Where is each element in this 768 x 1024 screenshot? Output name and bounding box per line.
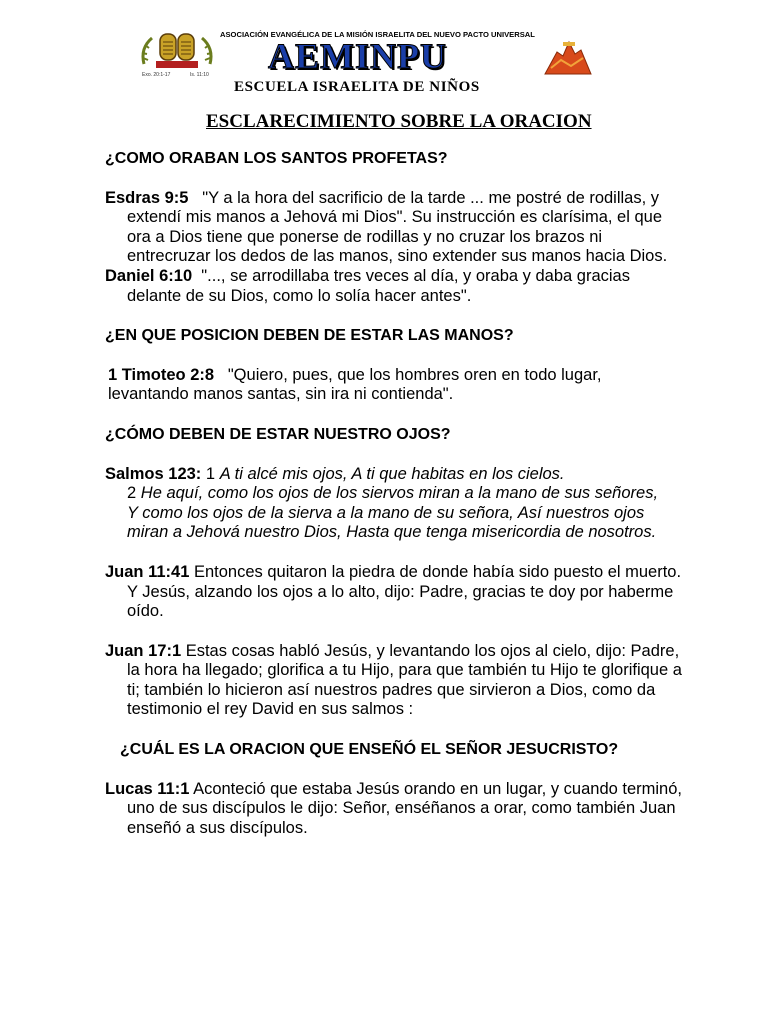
- verse-text: "Quiero, pues, que los hombres oren en todo lugar, levantando manos santas, sin ira ni contienda".: [108, 365, 602, 404]
- verse-reference: Salmos 123:: [105, 464, 202, 483]
- svg-text:Exo. 20:1-17: Exo. 20:1-17: [142, 72, 171, 78]
- verse-text: He aquí, como los ojos de los siervos miran a la mano de sus señores,: [140, 484, 659, 503]
- verse-text: A ti alcé mis ojos, A ti que habitas en los cielos.: [219, 464, 565, 483]
- svg-text:Is. 11:10: Is. 11:10: [190, 72, 209, 78]
- verse-text: Entonces quitaron la piedra de donde había sido puesto el muerto. Y Jesús, alzando los ojos a lo alto, dijo: Padre, gracias te doy por haberme oído.: [127, 562, 682, 621]
- school-name: ESCUELA ISRAELITA DE NIÑOS: [234, 79, 480, 95]
- section-question: ¿CÓMO DEBEN DE ESTAR NUESTRO OJOS?: [105, 425, 451, 443]
- verse-paragraph: [105, 366, 685, 405]
- verse-reference: 1 Timoteo 2:8: [108, 365, 215, 384]
- verse-reference: Juan 17:1: [105, 641, 182, 660]
- verse-paragraph: [105, 780, 685, 839]
- verse-text: "..., se arrodillaba tres veces al día, y oraba y daba gracias delante de su Dios, como lo solía hacer antes".: [127, 266, 630, 305]
- verse-paragraph: [105, 189, 685, 267]
- verse-reference: Esdras 9:5: [105, 188, 189, 207]
- verse-reference: Lucas 11:1: [105, 779, 190, 798]
- verse-paragraph: [105, 267, 685, 306]
- red-mountain-emblem-icon: [543, 34, 593, 78]
- section-question: ¿COMO ORABAN LOS SANTOS PROFETAS?: [105, 150, 448, 167]
- verse-paragraph: [105, 465, 685, 543]
- verse-paragraph: [105, 563, 685, 622]
- verse-text: "Y a la hora del sacrificio de la tarde ... me postré de rodillas, y extendí mis manos a Jehová mi Dios". Su instrucción es clarísima, el que ora a Dios tiene que ponerse de rodillas y no cruzar los brazos ni entrecruzar los dedos de las manos, sino extender sus manos hacia Dios.: [127, 188, 668, 266]
- tablets-of-law-emblem-icon: [138, 30, 216, 78]
- verse-text: Y como los ojos de la sierva a la mano de su señora, Así nuestros ojos miran a Jehová nuestro Dios, Hasta que tenga misericordia de nosotros.: [127, 503, 657, 542]
- association-name: ASOCIACIÓN EVANGÉLICA DE LA MISIÓN ISRAELITA DEL NUEVO PACTO UNIVERSAL: [220, 30, 535, 39]
- document-title: ESCLARECIMIENTO SOBRE LA ORACION: [206, 111, 592, 132]
- verse-paragraph: [105, 642, 685, 720]
- verse-reference: Juan 11:41: [105, 562, 190, 581]
- verse-text: Estas cosas habló Jesús, y levantando los ojos al cielo, dijo: Padre, la hora ha llegado; glorifica a tu Hijo, para que también tu Hijo te glorifique a ti; también lo hicieron así nuestros padres que sirvieron a Dios, como da testimonio el rey David en sus salmos :: [127, 641, 682, 719]
- section-question: ¿EN QUE POSICION DEBEN DE ESTAR LAS MANOS?: [105, 327, 514, 345]
- verse-number: 1: [205, 464, 216, 483]
- verse-text: Aconteció que estaba Jesús orando en un lugar, y cuando terminó, uno de sus discípulos le dijo: Señor, enséñanos a orar, como también Juan enseñó a sus discípulos.: [127, 779, 682, 837]
- verse-number: 2: [127, 484, 137, 503]
- verse-reference: Daniel 6:10: [105, 266, 193, 285]
- document-body: [105, 149, 685, 838]
- letterhead: [0, 0, 768, 100]
- brand-name: AEMINPU: [268, 36, 447, 76]
- section-question: ¿CUÁL ES LA ORACION QUE ENSEÑÓ EL SEÑOR JESUCRISTO?: [120, 741, 619, 759]
